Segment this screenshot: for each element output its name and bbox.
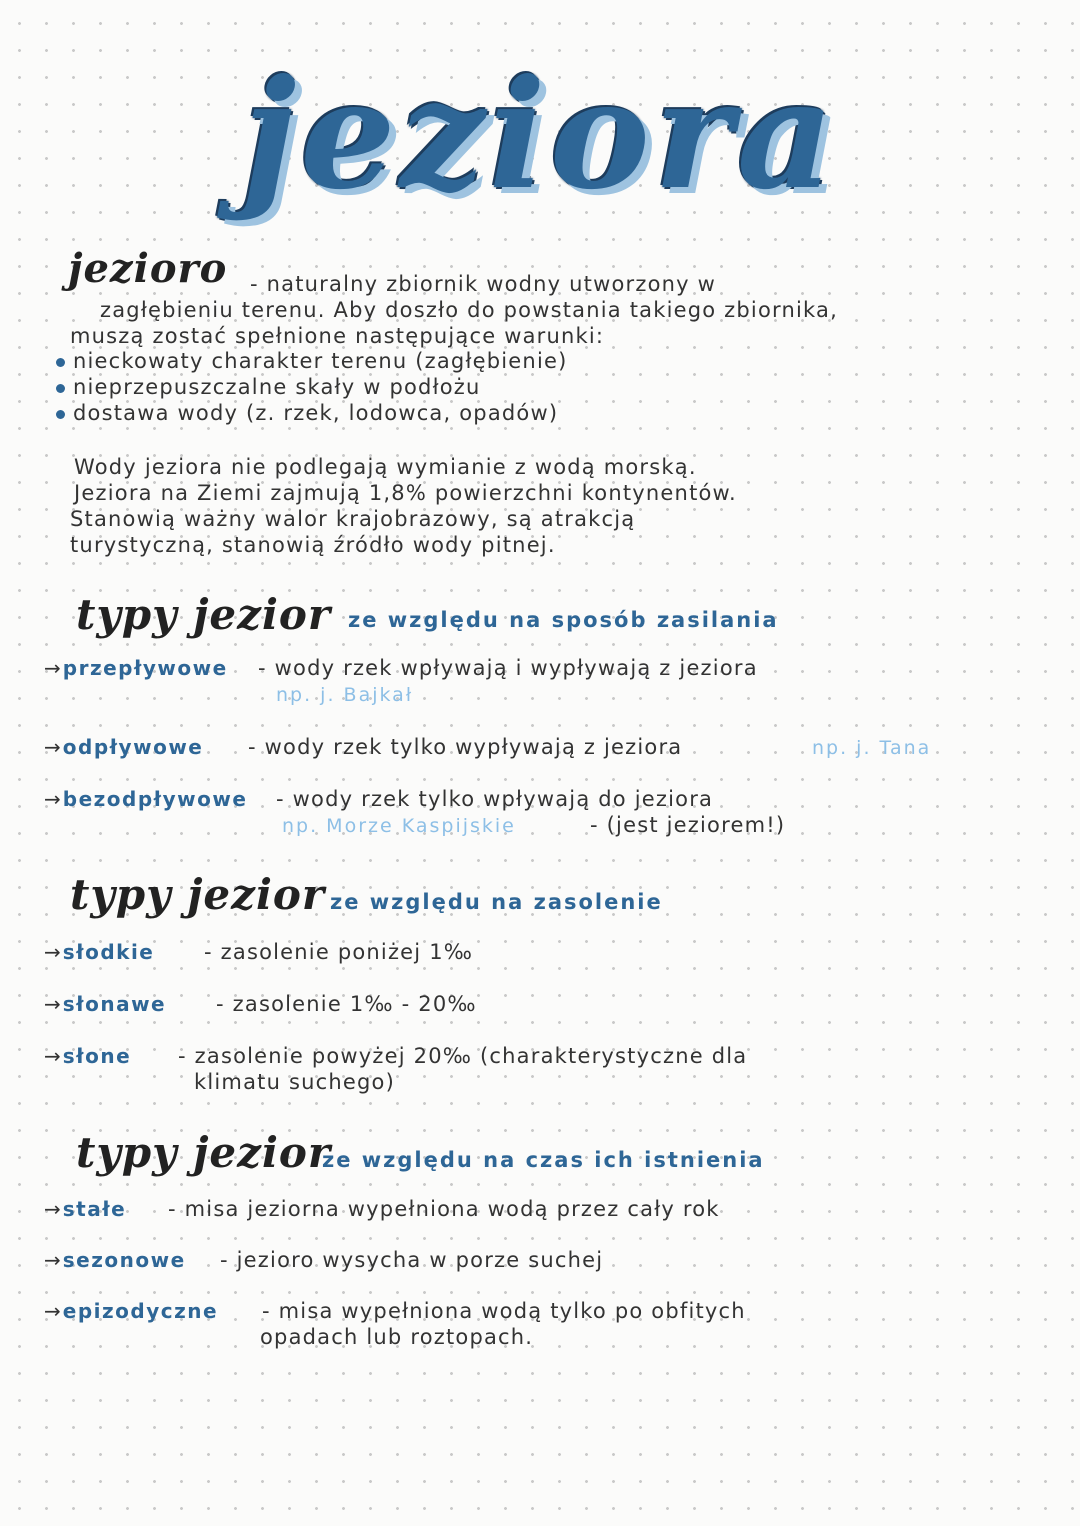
condition-item: nieckowaty charakter terenu (zagłębienie) [56, 349, 568, 373]
arrow-icon: → [44, 1197, 61, 1221]
section-subheading: ze względu na zasolenie [330, 890, 663, 914]
definition-term: jezioro [68, 245, 228, 292]
arrow-icon: → [44, 940, 61, 964]
paragraph-line: turystyczną, stanowią źródło wody pitnej. [70, 533, 556, 557]
item-example: np. Morze Kaspijskie [282, 815, 516, 837]
item-description: - wody rzek tylko wpływają do jeziora [276, 787, 714, 811]
list-item: → sezonowe [44, 1248, 186, 1272]
bullet-icon [56, 358, 65, 367]
item-description: - zasolenie poniżej 1‰ [204, 940, 474, 964]
definition-line-3: muszą zostać spełnione następujące warunki: [70, 324, 605, 348]
page-title: jeziora [241, 47, 839, 223]
item-example: np. j. Bajkał [276, 684, 414, 706]
paragraph-line: Jeziora na Ziemi zajmują 1,8% powierzchni kontynentów. [74, 481, 737, 505]
list-item: → przepływowe [44, 656, 228, 680]
list-item: → słonawe [44, 992, 167, 1016]
list-item: → odpływowe [44, 735, 204, 759]
item-description: - misa wypełniona wodą tylko po obfitych [262, 1299, 746, 1323]
arrow-icon: → [44, 992, 61, 1016]
list-item: → epizodyczne [44, 1299, 219, 1323]
item-description: - wody rzek tylko wypływają z jeziora [248, 735, 683, 759]
bullet-icon [56, 384, 65, 393]
item-description: - zasolenie 1‰ - 20‰ [216, 992, 477, 1016]
definition-line-2: zagłębieniu terenu. Aby doszło do powstania takiego zbiornika, [100, 298, 838, 322]
list-item: → słodkie [44, 940, 155, 964]
item-description-continued: klimatu suchego) [194, 1070, 395, 1094]
section-heading: typy jezior [70, 870, 326, 919]
condition-item: dostawa wody (z. rzek, lodowca, opadów) [56, 401, 558, 425]
arrow-icon: → [44, 735, 61, 759]
arrow-icon: → [44, 1044, 61, 1068]
item-example: np. j. Tana [812, 737, 932, 759]
item-description: - misa jeziorna wypełniona wodą przez cały rok [168, 1197, 720, 1221]
list-item: → stałe [44, 1197, 127, 1221]
arrow-icon: → [44, 787, 61, 811]
arrow-icon: → [44, 1299, 61, 1323]
paragraph-line: Wody jeziora nie podlegają wymianie z wodą morską. [74, 455, 697, 479]
item-description: - zasolenie powyżej 20‰ (charakterystyczne dla [178, 1044, 748, 1068]
arrow-icon: → [44, 1248, 61, 1272]
condition-item: nieprzepuszczalne skały w podłożu [56, 375, 481, 399]
item-note: - (jest jeziorem!) [590, 813, 786, 837]
section-subheading: ze względu na czas ich istnienia [322, 1148, 765, 1172]
definition-line-1: - naturalny zbiornik wodny utworzony w [250, 272, 717, 296]
section-heading: typy jezior [76, 590, 332, 639]
arrow-icon: → [44, 656, 61, 680]
section-heading: typy jezior [76, 1128, 332, 1177]
list-item: → bezodpływowe [44, 787, 248, 811]
paragraph-line: Stanowią ważny walor krajobrazowy, są atrakcją [70, 507, 636, 531]
bullet-icon [56, 410, 65, 419]
item-description-continued: opadach lub roztopach. [260, 1325, 534, 1349]
list-item: → słone [44, 1044, 132, 1068]
item-description: - jezioro wysycha w porze suchej [220, 1248, 604, 1272]
section-subheading: ze względu na sposób zasilania [348, 608, 779, 632]
item-description: - wody rzek wpływają i wypływają z jeziora [258, 656, 758, 680]
